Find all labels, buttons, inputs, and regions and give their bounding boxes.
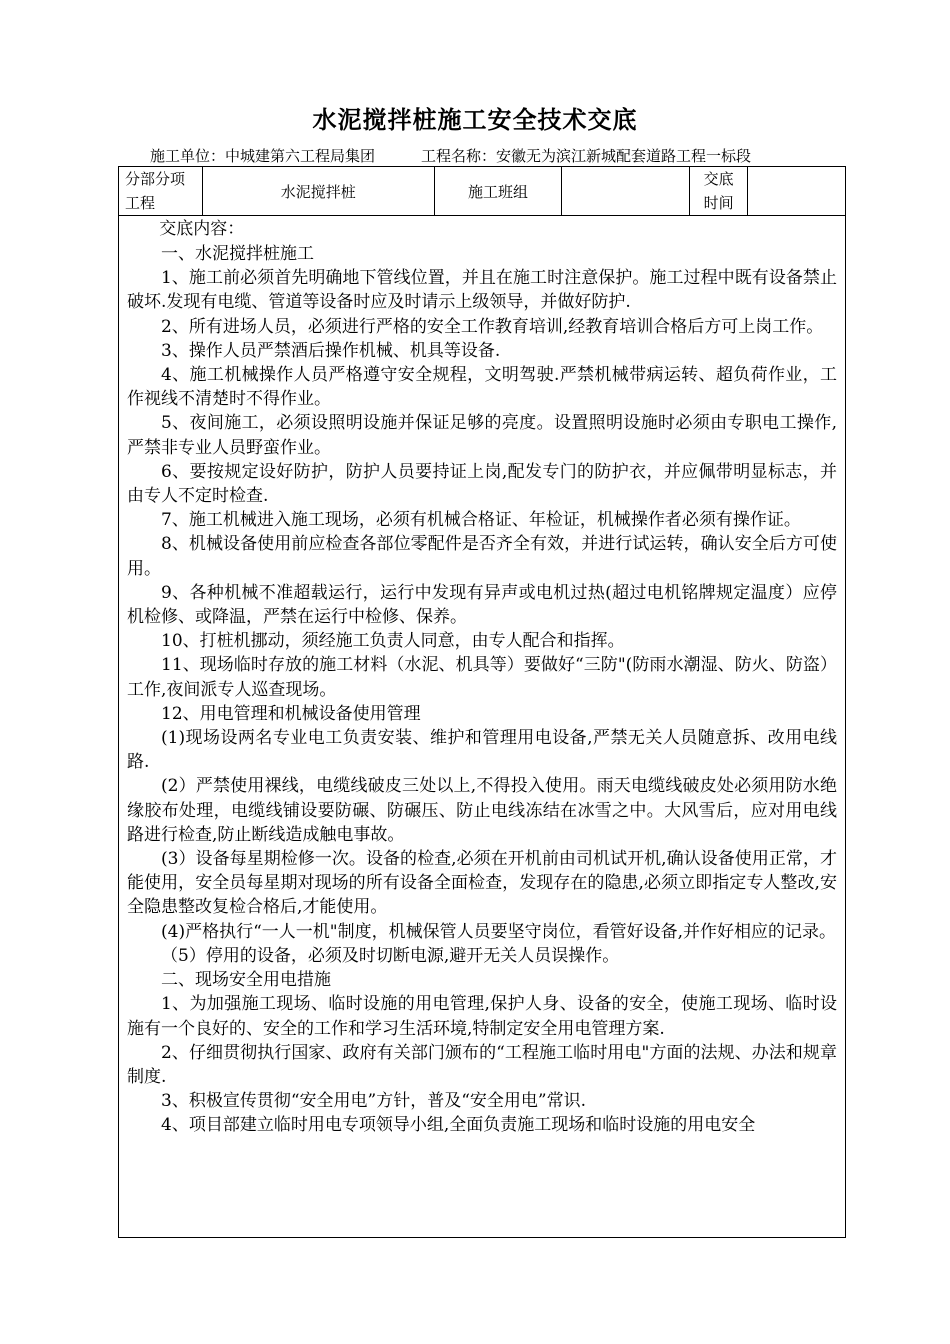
paragraph: (4)严格执行“一人一机"制度，机械保管人员要坚守岗位，看管好设备,并作好相应的记录。 xyxy=(161,921,836,942)
subproject-value-cell: 水泥搅拌桩 xyxy=(202,167,434,216)
paragraph: (3）设备每星期检修一次。设备的检查,必须在开机前由司机试开机,确认设备使用正常，才能使用，安全员每星期对现场的所有设备全面检查，发现存在的隐患,必须立即指定专人整改,安全隐患整改复检合格后,才能使用。 xyxy=(127,849,837,918)
content-body xyxy=(118,214,846,1238)
paragraph: 11、现场临时存放的施工材料（水泥、机具等）要做好“三防"(防雨水潮湿、防火、防盗）工作,夜间派专人巡查现场。 xyxy=(127,655,837,700)
paragraph: (1)现场设两名专业电工负责安装、维护和管理用电设备,严禁无关人员随意拆、改用电线路. xyxy=(127,728,837,773)
paragraph: 4、项目部建立临时用电专项领导小组,全面负责施工现场和临时设施的用电安全 xyxy=(161,1115,756,1136)
team-label-cell: 施工班组 xyxy=(434,167,562,216)
document-title: 水泥搅拌桩施工安全技术交底 xyxy=(312,106,638,134)
content-intro: 交底内容： xyxy=(159,219,245,239)
paragraph: （5）停用的设备，必须及时切断电源,避开无关人员误操作。 xyxy=(161,945,620,966)
paragraph: 5、夜间施工，必须设照明设施并保证足够的亮度。设置照明设施时必须由专职电工操作,严禁非专业人员野蛮作业。 xyxy=(127,413,837,458)
paragraph: 二、现场安全用电措施 xyxy=(161,970,331,991)
subproject-label-cell: 分部分项工程 xyxy=(119,167,203,216)
paragraph: (2）严禁使用裸线，电缆线破皮三处以上,不得投入使用。雨天电缆线破皮处必须用防水绝缘胶布处理，电缆线铺设要防碾、防碾压、防止电线冻结在冰雪之中。大风雪后，应对用电线路进行检查,防止断线造成触电事故。 xyxy=(127,776,837,845)
paragraph: 2、仔细贯彻执行国家、政府有关部门颁布的“工程施工临时用电"方面的法规、办法和规章制度. xyxy=(127,1042,837,1087)
time-label-cell: 交底时间 xyxy=(690,167,748,216)
paragraph: 6、要按规定设好防护，防护人员要持证上岗,配发专门的防护衣，并应佩带明显标志，并由专人不定时检查. xyxy=(127,461,837,507)
project-name: 工程名称：安徽无为滨江新城配套道路工程一标段 xyxy=(421,147,752,165)
construction-unit: 施工单位：中城建第六工程局集团 xyxy=(150,147,376,165)
paragraph: 1、施工前必须首先明确地下管线位置，并且在施工时注意保护。施工过程中既有设备禁止破坏.发现有电缆、管道等设备时应及时请示上级领导，并做好防护. xyxy=(127,268,837,313)
paragraph: 4、施工机械操作人员严格遵守安全规程，文明驾驶.严禁机械带病运转、超负荷作业，工作视线不清楚时不得作业。 xyxy=(127,365,837,410)
paragraph: 3、操作人员严禁酒后操作机械、机具等设备. xyxy=(161,340,501,361)
time-value-cell xyxy=(748,167,846,216)
header-table xyxy=(118,166,846,216)
paragraph: 8、机械设备使用前应检查各部位零配件是否齐全有效，并进行试运转，确认安全后方可使用。 xyxy=(127,534,837,579)
document-meta xyxy=(150,145,850,166)
paragraph: 3、积极宣传贯彻“安全用电”方针，普及“安全用电”常识. xyxy=(161,1091,586,1112)
paragraph: 一、水泥搅拌桩施工 xyxy=(161,244,314,264)
paragraph: 10、打桩机挪动，须经施工负责人同意，由专人配合和指挥。 xyxy=(161,631,625,652)
paragraph: 12、用电管理和机械设备使用管理 xyxy=(161,703,421,724)
paragraph: 9、各种机械不准超载运行，运行中发现有异声或电机过热(超过电机铭牌规定温度）应停机检修、或降温，严禁在运行中检修、保养。 xyxy=(127,582,837,628)
paragraph: 2、所有进场人员，必须进行严格的安全工作教育培训,经教育培训合格后方可上岗工作。 xyxy=(161,316,824,337)
team-value-cell xyxy=(562,167,690,216)
paragraph: 1、为加强施工现场、临时设施的用电管理,保护人身、设备的安全，使施工现场、临时设施有一个良好的、安全的工作和学习生活环境,特制定安全用电管理方案. xyxy=(127,994,837,1039)
paragraph: 7、施工机械进入施工现场，必须有机械合格证、年检证，机械操作者必须有操作证。 xyxy=(161,510,801,531)
